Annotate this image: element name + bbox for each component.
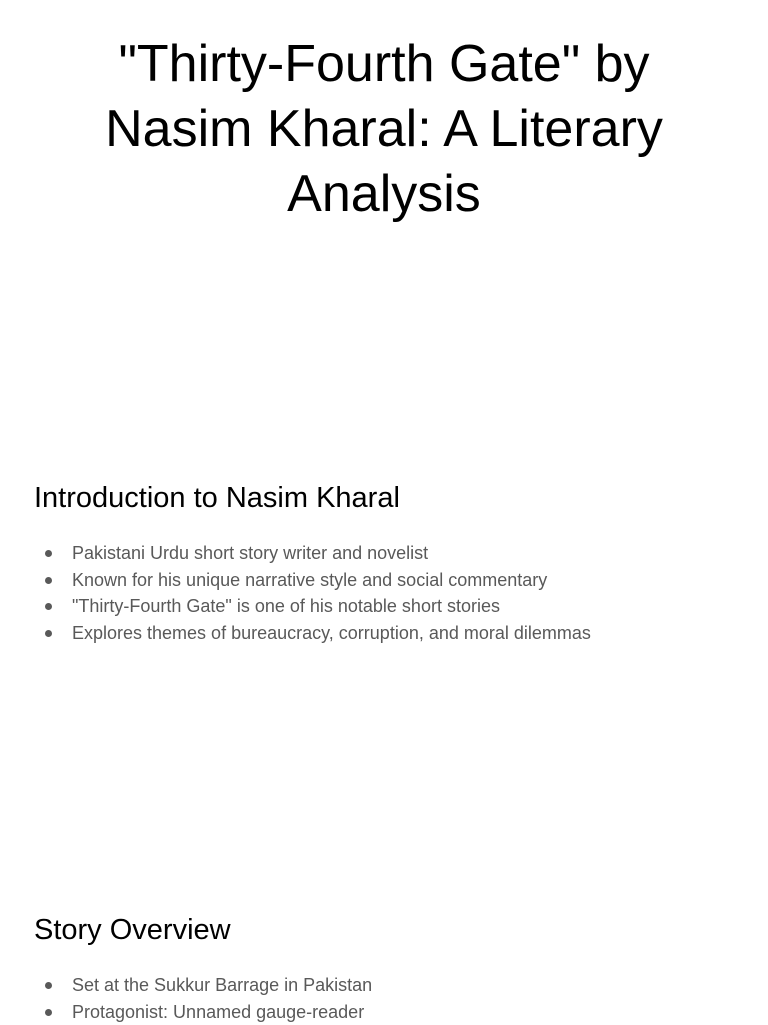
list-item-text: Set at the Sukkur Barrage in Pakistan xyxy=(72,975,372,995)
list-item xyxy=(34,593,734,620)
list-item-text: "Thirty-Fourth Gate" is one of his notable short stories xyxy=(72,596,500,616)
list-item-text: Explores themes of bureaucracy, corruption, and moral dilemmas xyxy=(72,623,591,643)
list-item xyxy=(34,567,734,594)
list-item-text: Known for his unique narrative style and social commentary xyxy=(72,570,547,590)
list-item xyxy=(34,999,734,1025)
list-item xyxy=(34,972,734,999)
bullet-icon xyxy=(45,577,52,584)
bullet-icon xyxy=(45,603,52,610)
section-heading: Introduction to Nasim Kharal xyxy=(34,480,734,516)
bullet-icon xyxy=(45,550,52,557)
list-item-text: Protagonist: Unnamed gauge-reader xyxy=(72,1002,364,1022)
list-item-text: Pakistani Urdu short story writer and novelist xyxy=(72,543,428,563)
section-introduction xyxy=(34,480,734,516)
bullet-list xyxy=(34,540,734,646)
bullet-icon xyxy=(45,630,52,637)
page-title: "Thirty-Fourth Gate" by Nasim Kharal: A Literary Analysis xyxy=(40,32,728,227)
bullet-icon xyxy=(45,1009,52,1016)
bullet-icon xyxy=(45,982,52,989)
list-item xyxy=(34,620,734,647)
section-story-overview xyxy=(34,912,734,948)
section-heading: Story Overview xyxy=(34,912,734,948)
list-item xyxy=(34,540,734,567)
bullet-list xyxy=(34,972,734,1025)
